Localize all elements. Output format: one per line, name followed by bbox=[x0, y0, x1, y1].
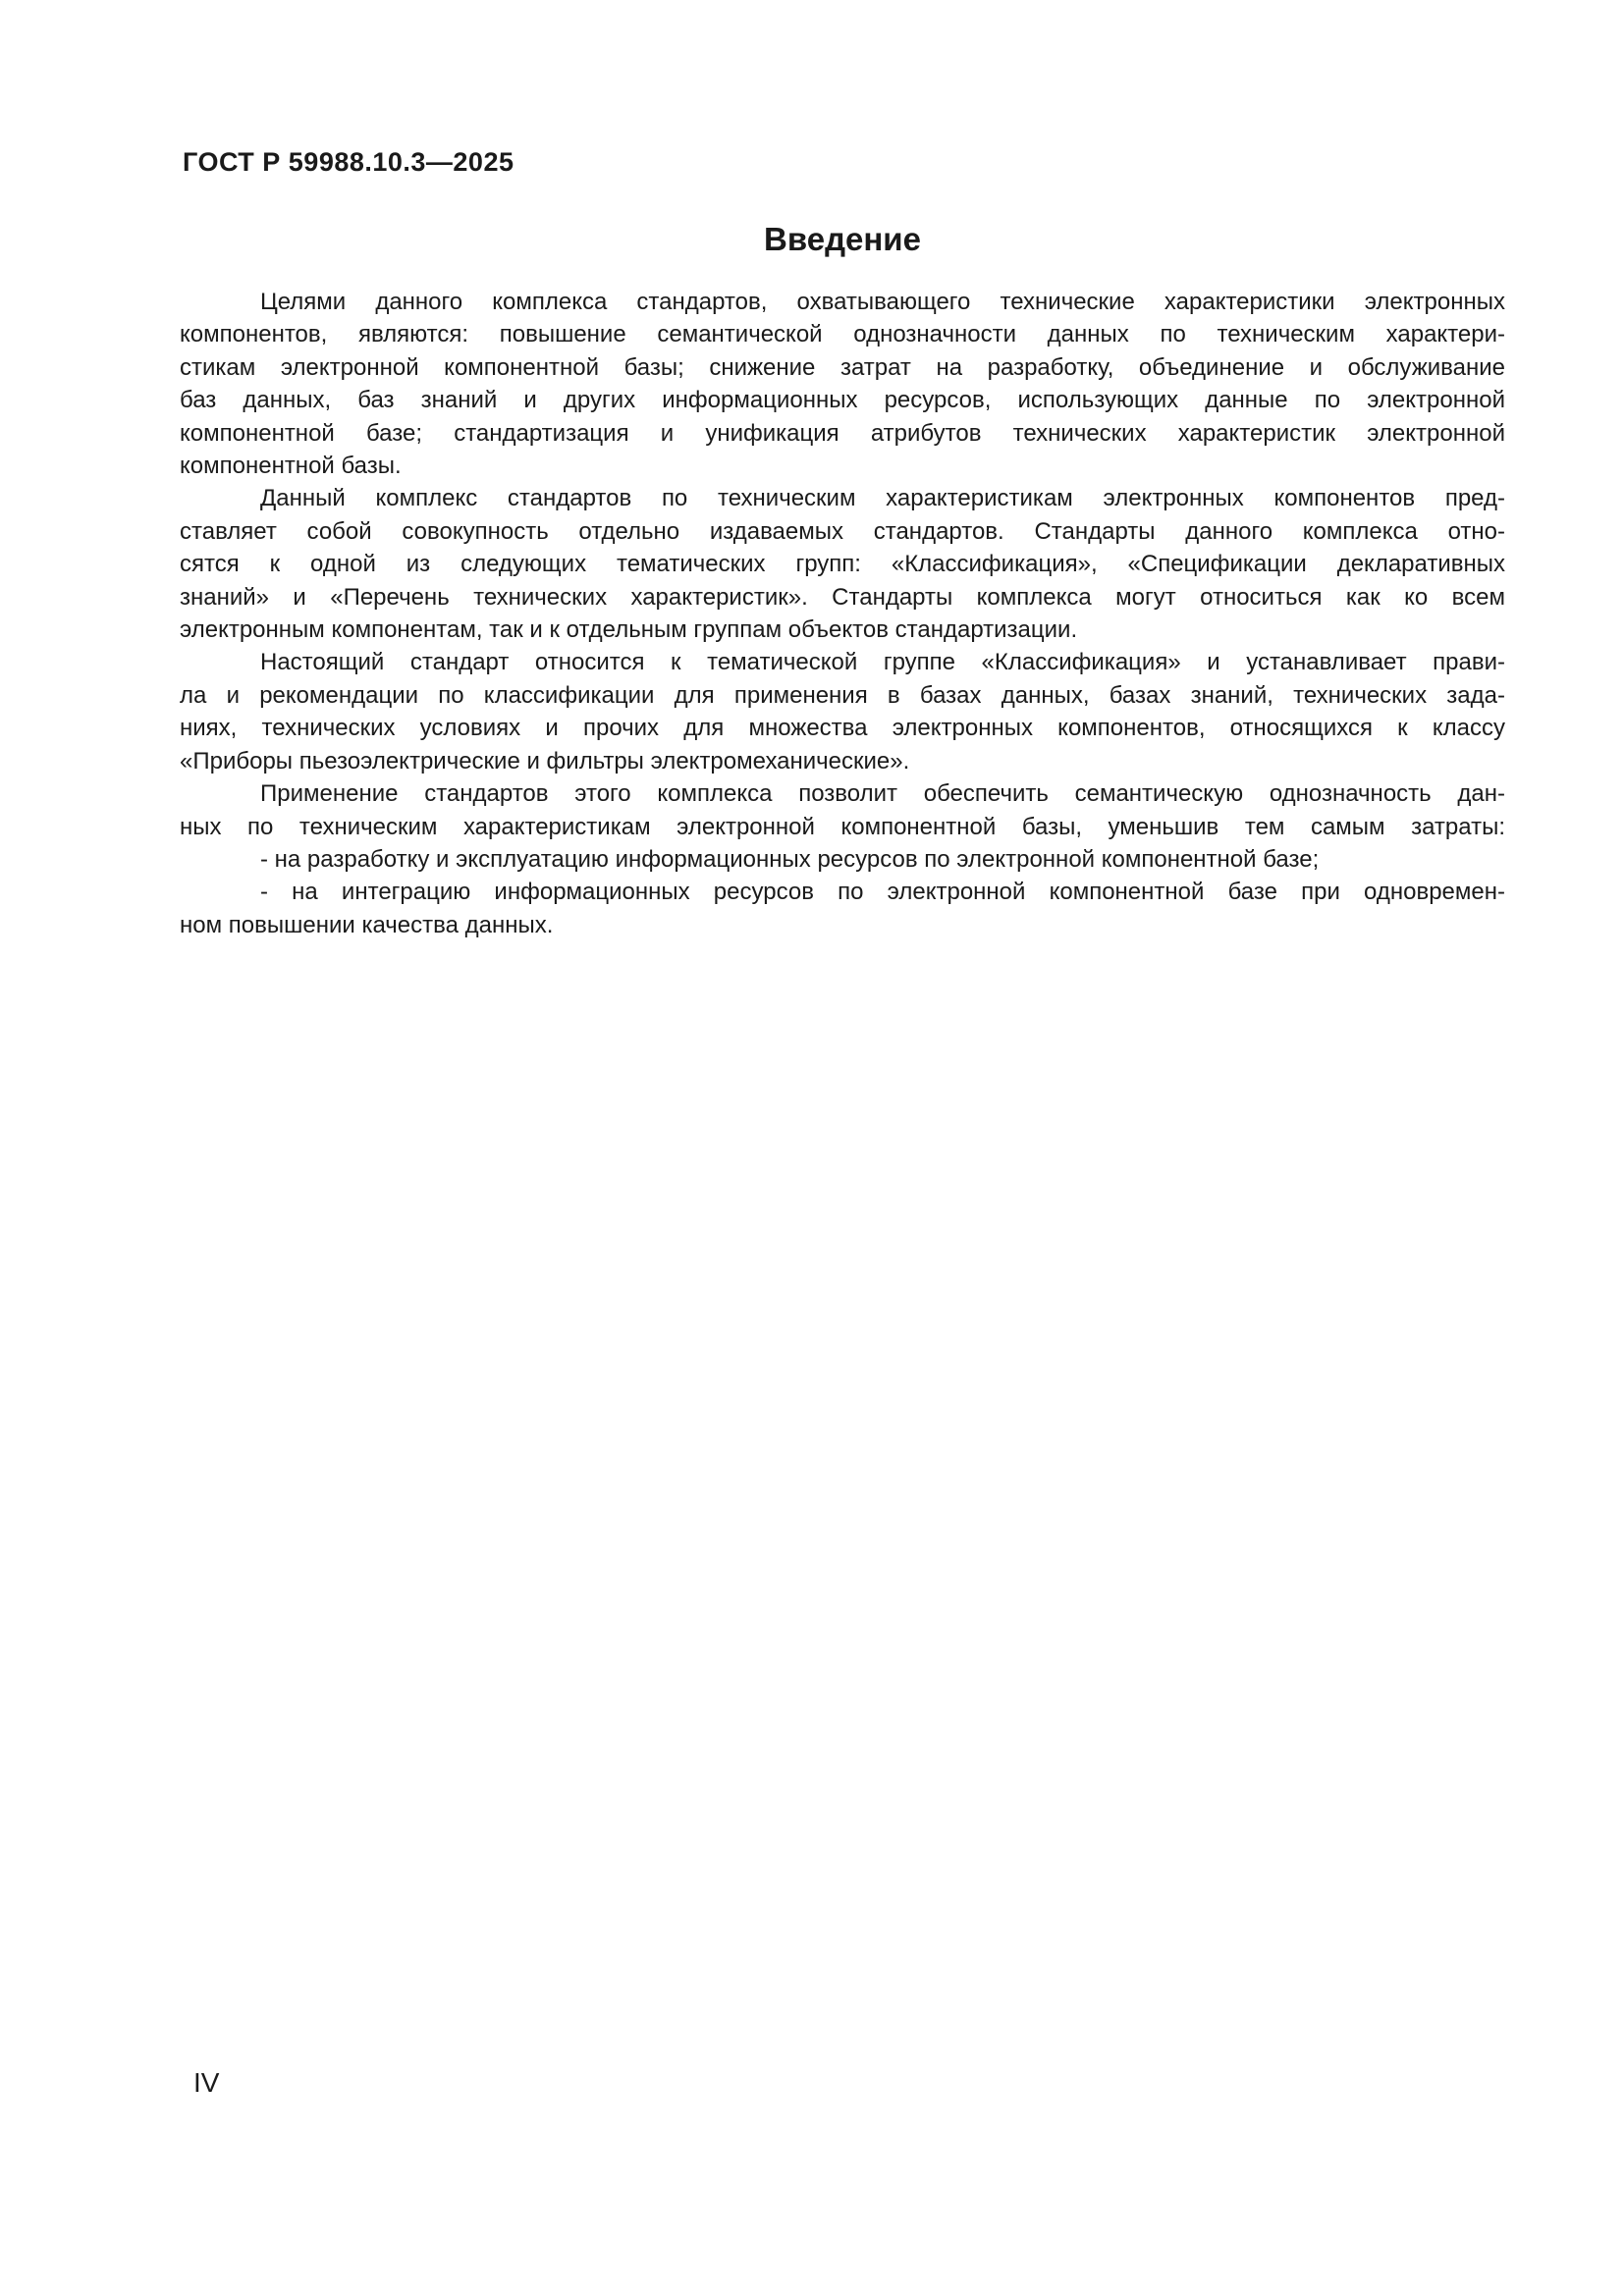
introduction-body bbox=[180, 286, 1505, 941]
text-line: ном повышении качества данных. bbox=[180, 911, 554, 938]
text-line: - на интеграцию информационных ресурсов по электронной компонентной базе при одновремен- bbox=[260, 879, 1505, 906]
list-item bbox=[180, 843, 1505, 876]
text-line: ла и рекомендации по классификации для применения в базах данных, базах знаний, технических зада- bbox=[180, 681, 1505, 709]
text-line: ниях, технических условиях и прочих для множества электронных компонентов, относящихся к классу bbox=[180, 715, 1505, 742]
paragraph bbox=[180, 777, 1505, 843]
text-line: стикам электронной компонентной базы; снижение затрат на разработку, объединение и обслуживание bbox=[180, 353, 1505, 381]
paragraph bbox=[180, 646, 1505, 777]
text-line: ставляет собой совокупность отдельно издаваемых стандартов. Стандарты данного комплекса отно- bbox=[180, 517, 1505, 545]
text-line: сятся к одной из следующих тематических групп: «Классификация», «Спецификации декларативных bbox=[180, 551, 1505, 578]
text-line: Настоящий стандарт относится к тематической группе «Классификация» и устанавливает прави- bbox=[260, 649, 1505, 676]
paragraph bbox=[180, 482, 1505, 646]
list-item bbox=[180, 876, 1505, 941]
text-line: знаний» и «Перечень технических характеристик». Стандарты комплекса могут относиться как ко всем bbox=[180, 583, 1505, 611]
section-title: Введение bbox=[764, 221, 921, 257]
text-line: Применение стандартов этого комплекса позволит обеспечить семантическую однозначность дан- bbox=[260, 780, 1505, 808]
text-line: «Приборы пьезоэлектрические и фильтры электромеханические». bbox=[180, 747, 910, 774]
text-line: компонентной базы. bbox=[180, 453, 402, 480]
text-line: компонентов, являются: повышение семантической однозначности данных по техническим характери- bbox=[180, 321, 1505, 348]
page-number: IV bbox=[193, 2067, 220, 2098]
text-line: баз данных, баз знаний и других информационных ресурсов, использующих данные по электронной bbox=[180, 387, 1505, 414]
standard-number: ГОСТ Р 59988.10.3—2025 bbox=[183, 147, 514, 177]
text-line: компонентной базе; стандартизация и унификация атрибутов технических характеристик электронной bbox=[180, 419, 1505, 447]
text-line: ных по техническим характеристикам электронной компонентной базы, уменьшив тем самым затраты: bbox=[180, 813, 1505, 840]
text-line: Целями данного комплекса стандартов, охватывающего технические характеристики электронных bbox=[260, 289, 1505, 315]
text-line: Данный комплекс стандартов по техническим характеристикам электронных компонентов пред- bbox=[260, 485, 1505, 512]
paragraph bbox=[180, 286, 1505, 482]
text-line: - на разработку и эксплуатацию информационных ресурсов по электронной компонентной базе; bbox=[260, 845, 1320, 873]
text-line: электронным компонентам, так и к отдельным группам объектов стандартизации. bbox=[180, 616, 1078, 644]
